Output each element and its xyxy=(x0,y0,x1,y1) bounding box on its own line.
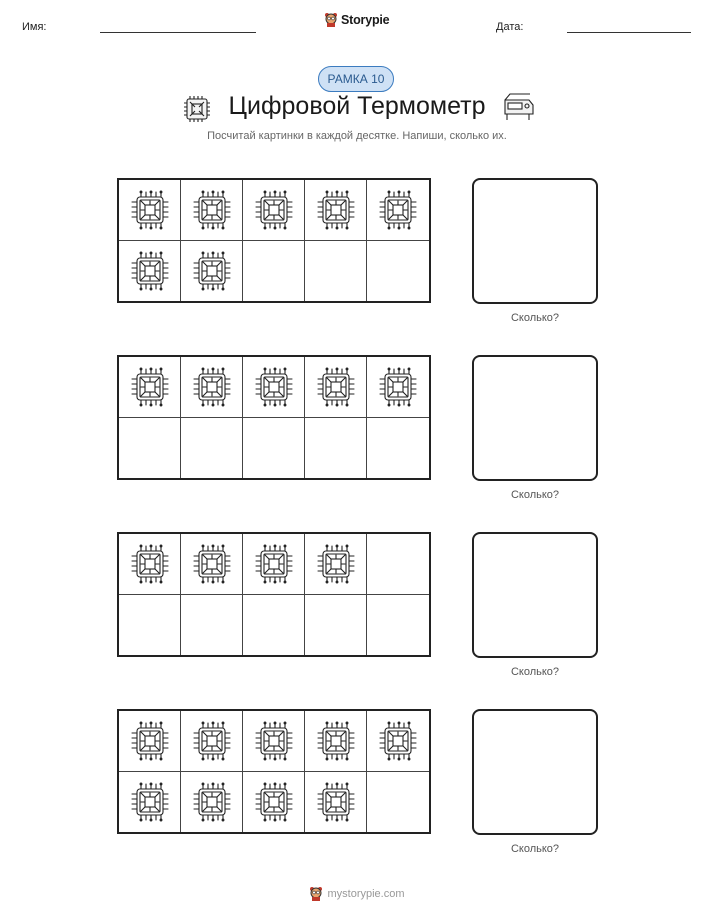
ten-frame-cell xyxy=(305,534,367,595)
ten-frame-cell xyxy=(305,241,367,302)
thermostat-decoration-icon xyxy=(501,92,535,122)
ten-frame-cell xyxy=(243,357,305,418)
microchip-icon xyxy=(191,543,233,585)
ten-frame-cell xyxy=(367,772,429,833)
ten-frame-cell xyxy=(181,772,243,833)
frame-badge: РАМКА 10 xyxy=(318,66,394,92)
ten-frame-cell xyxy=(305,418,367,479)
microchip-icon xyxy=(377,720,419,762)
ten-frame xyxy=(117,532,431,657)
microchip-icon xyxy=(129,720,171,762)
answer-box[interactable] xyxy=(472,178,598,304)
name-field[interactable] xyxy=(100,32,256,33)
ten-frame-cell xyxy=(119,711,181,772)
microchip-icon xyxy=(129,366,171,408)
ten-frame-cell xyxy=(367,595,429,656)
microchip-icon xyxy=(129,781,171,823)
microchip-icon xyxy=(129,250,171,292)
ten-frame-cell xyxy=(119,534,181,595)
microchip-icon xyxy=(191,781,233,823)
ten-frame-cell xyxy=(367,534,429,595)
ten-frame-cell xyxy=(181,711,243,772)
microchip-icon xyxy=(315,543,357,585)
microchip-icon xyxy=(253,781,295,823)
microchip-icon xyxy=(253,543,295,585)
ten-frame xyxy=(117,709,431,834)
how-many-label: Сколько? xyxy=(510,489,560,501)
ten-frame-cell xyxy=(305,711,367,772)
ten-frame-cell xyxy=(243,534,305,595)
microchip-icon xyxy=(377,366,419,408)
answer-box[interactable] xyxy=(472,355,598,481)
how-many-label: Сколько? xyxy=(510,312,560,324)
how-many-label: Сколько? xyxy=(510,666,560,678)
microchip-icon xyxy=(191,366,233,408)
answer-box[interactable] xyxy=(472,532,598,658)
storypie-footer-mascot-icon xyxy=(309,886,323,902)
answer-box[interactable] xyxy=(472,709,598,835)
microchip-icon xyxy=(315,189,357,231)
ten-frame-cell xyxy=(367,711,429,772)
ten-frame-cell xyxy=(243,772,305,833)
page-title: Цифровой Термометр xyxy=(228,92,486,120)
date-label: Дата: xyxy=(496,21,524,33)
date-field[interactable] xyxy=(567,32,691,33)
microchip-icon xyxy=(129,189,171,231)
microchip-icon xyxy=(191,250,233,292)
microchip-icon xyxy=(191,189,233,231)
ten-frame-cell xyxy=(181,357,243,418)
ten-frame-cell xyxy=(367,241,429,302)
ten-frame xyxy=(117,178,431,303)
brand-name: Storypie xyxy=(341,13,390,27)
ten-frame-cell xyxy=(305,595,367,656)
ten-frame-cell xyxy=(243,711,305,772)
name-label: Имя: xyxy=(22,21,47,33)
microchip-icon xyxy=(253,720,295,762)
microchip-icon xyxy=(253,366,295,408)
ten-frame-cell xyxy=(181,534,243,595)
ten-frame-cell xyxy=(181,595,243,656)
ten-frame-cell xyxy=(305,357,367,418)
microchip-icon xyxy=(315,720,357,762)
ten-frame-cell xyxy=(305,772,367,833)
footer xyxy=(0,886,714,902)
microchip-icon xyxy=(253,189,295,231)
ten-frame-cell xyxy=(119,241,181,302)
ten-frame-cell xyxy=(367,180,429,241)
ten-frame-cell xyxy=(367,418,429,479)
ten-frame-cell xyxy=(119,772,181,833)
ten-frame-cell xyxy=(181,241,243,302)
microchip-icon xyxy=(129,543,171,585)
how-many-label: Сколько? xyxy=(510,843,560,855)
ten-frame-cell xyxy=(243,595,305,656)
ten-frame-cell xyxy=(119,595,181,656)
ten-frame-cell xyxy=(119,180,181,241)
ten-frame-cell xyxy=(181,180,243,241)
ten-frame-cell xyxy=(243,418,305,479)
microchip-icon xyxy=(377,189,419,231)
ten-frame-cell xyxy=(243,180,305,241)
ten-frame-cell xyxy=(243,241,305,302)
storypie-mascot-icon xyxy=(324,12,338,28)
microchip-icon xyxy=(315,366,357,408)
ten-frame-cell xyxy=(305,180,367,241)
ten-frame-cell xyxy=(181,418,243,479)
ten-frame-cell xyxy=(119,418,181,479)
instructions: Посчитай картинки в каждой десятке. Напиши, сколько их. xyxy=(207,130,507,142)
footer-url: mystorypie.com xyxy=(327,888,405,900)
storypie-logo xyxy=(324,12,389,28)
microchip-icon xyxy=(191,720,233,762)
ten-frame-cell xyxy=(119,357,181,418)
ten-frame xyxy=(117,355,431,480)
ten-frame-cell xyxy=(367,357,429,418)
microchip-icon xyxy=(315,781,357,823)
